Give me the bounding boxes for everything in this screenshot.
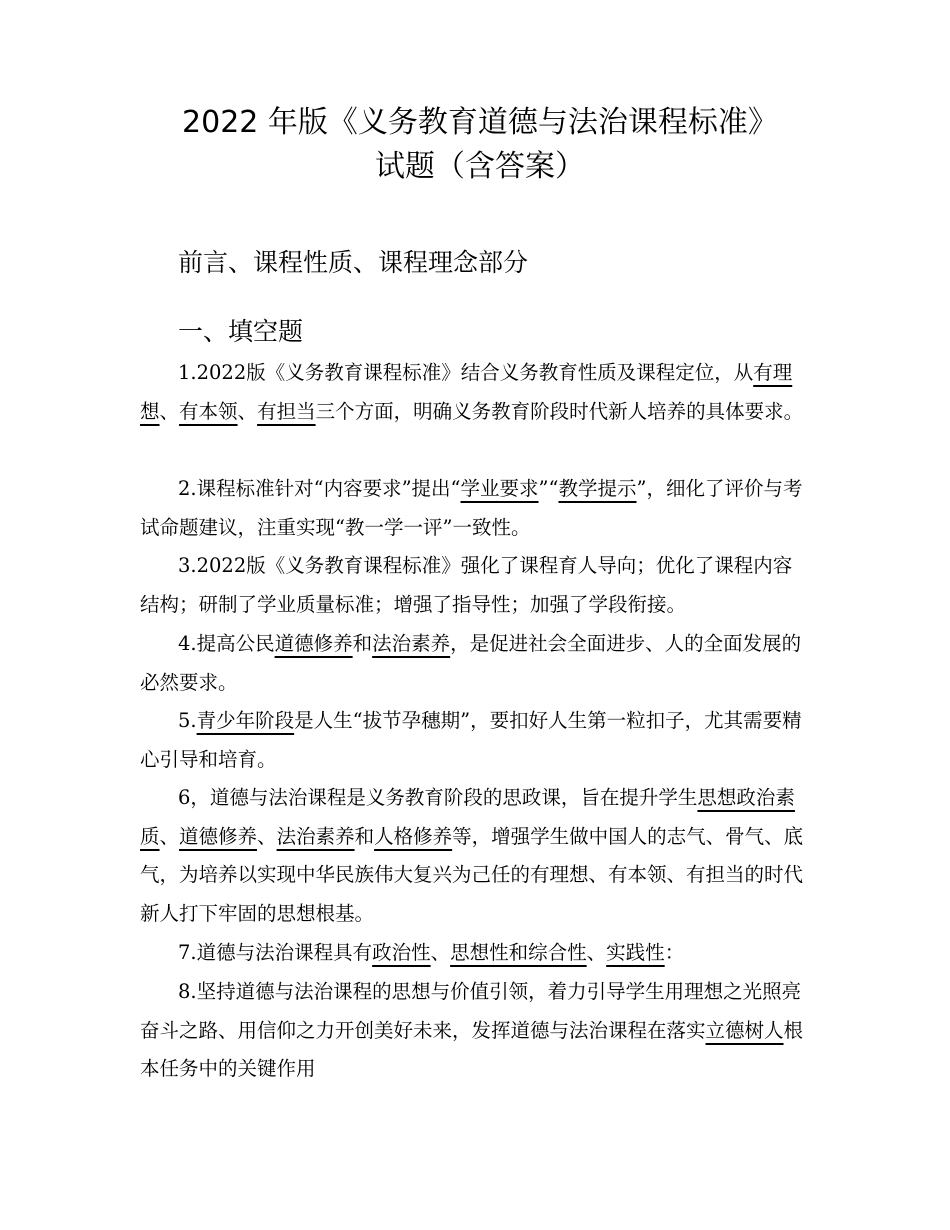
question-text: 5. (178, 709, 197, 732)
question-text: ： (664, 941, 685, 964)
question-text: 3.2022版《义务教育课程标准》强化了课程育人导向；优化了课程内容结构；研制了学业质量标准；增强了指导性；加强了学段衔接。 (140, 554, 793, 616)
question-7 (140, 934, 808, 973)
answer-blank: 思想性和综合性 (450, 941, 587, 964)
question-text: ，是促进社会全面进步、人的全面发展的必然要求。 (140, 632, 802, 694)
question-text: 、 (430, 941, 451, 964)
answer-blank: 实践性 (606, 941, 665, 964)
question-text: 、 (159, 399, 180, 423)
answer-blank: 法治素养 (276, 824, 355, 848)
question-text: 1.2022版《义务教育课程标准》结合义务教育性质及课程定位，从 (178, 361, 754, 384)
question-text: 、 (237, 399, 258, 423)
question-8 (140, 973, 808, 1089)
question-3 (140, 547, 808, 624)
answer-blank: 有担当 (257, 399, 316, 423)
question-text: 等，增强学生做中国人的志气、骨气、底气，为培养以实现中华民族伟大复兴为己任的有理想、有本领、有担当的时代新人打下牢固的思想根基。 (140, 824, 804, 925)
question-text: 、 (257, 824, 277, 848)
question-5 (140, 702, 808, 779)
answer-blank: 法治素养 (372, 632, 451, 655)
answer-blank: 道德修养 (179, 824, 258, 848)
answer-blank: 有理想 (140, 361, 793, 423)
question-text: 是人生“拔节孕穗期”，要扣好人生第一粒扣子，尤其需要精心引导和培育。 (140, 709, 802, 771)
question-text: 2.课程标准针对“内容要求”提出“ (178, 477, 461, 500)
question-text: 4.提高公民 (178, 632, 275, 655)
document-title-line-2: 试题（含答案） (375, 149, 585, 184)
answer-blank: 教学提示 (558, 477, 637, 500)
question-text: 和 (352, 632, 373, 655)
answer-blank: 学业要求 (460, 477, 539, 500)
document-title-line-1: 2022 年版《义务教育道德与法治课程标准》 (182, 105, 778, 140)
answer-blank: 青少年阶段 (196, 709, 295, 732)
question-1 (140, 354, 808, 431)
answer-blank: 政治性 (372, 941, 431, 964)
section-heading: 前言、课程性质、课程理念部分 (178, 248, 529, 277)
question-text: 8.坚持道德与法治课程的思想与价值引领，着力引导学生用理想之光照亮奋斗之路、用信仰之力开创美好未来，发挥道德与法治课程在落实 (140, 980, 802, 1042)
answer-blank: 立德树人 (705, 1018, 784, 1042)
answer-blank: 思想政治素质 (140, 786, 795, 848)
question-text: 6，道德与法治课程是义务教育阶段的思政课，旨在提升学生 (178, 786, 698, 809)
answer-blank: 人格修养 (374, 824, 453, 848)
question-text: ”“ (538, 477, 559, 500)
subsection-heading: 一、填空题 (178, 317, 304, 346)
question-text: 7.道德与法治课程具有 (178, 941, 373, 964)
question-text: 、 (159, 824, 180, 848)
question-text: 、 (586, 941, 607, 964)
answer-blank: 有本领 (179, 399, 238, 423)
question-4 (140, 625, 808, 702)
question-text: 三个方面，明确义务教育阶段时代新人培养的具体要求。 (315, 399, 804, 423)
question-6 (140, 779, 808, 933)
answer-blank: 道德修养 (274, 632, 353, 655)
question-text: 根本任务中的关键作用 (140, 1018, 804, 1080)
question-text: 和 (354, 824, 375, 848)
question-text: ”，细化了评价与考试命题建议，注重实现“教一学一评”一致性。 (140, 477, 803, 539)
question-2 (140, 470, 808, 547)
